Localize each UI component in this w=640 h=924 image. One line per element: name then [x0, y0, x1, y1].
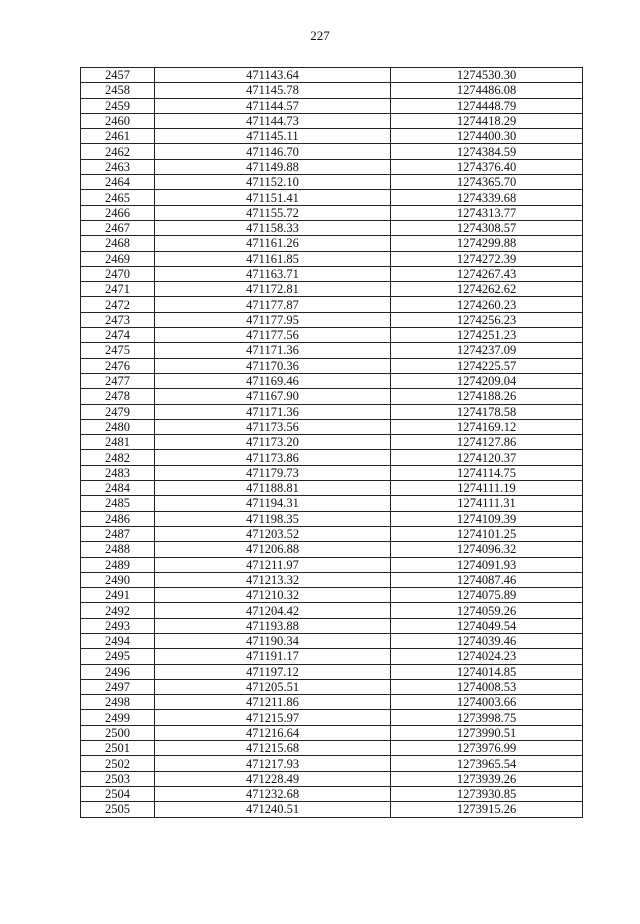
table-row	[81, 526, 583, 541]
y-coordinate-cell: 1273915.26	[391, 802, 583, 817]
point-id-cell: 2497	[81, 679, 155, 694]
table-row	[81, 542, 583, 557]
table-row	[81, 511, 583, 526]
x-coordinate-cell: 471161.26	[155, 236, 391, 251]
table-row	[81, 679, 583, 694]
point-id-cell: 2475	[81, 343, 155, 358]
point-id-cell: 2470	[81, 266, 155, 281]
table-row	[81, 236, 583, 251]
point-id-cell: 2466	[81, 205, 155, 220]
point-id-cell: 2504	[81, 786, 155, 801]
point-id-cell: 2460	[81, 113, 155, 128]
y-coordinate-cell: 1274120.37	[391, 450, 583, 465]
x-coordinate-cell: 471211.97	[155, 557, 391, 572]
x-coordinate-cell: 471198.35	[155, 511, 391, 526]
table-row	[81, 419, 583, 434]
y-coordinate-cell: 1273939.26	[391, 771, 583, 786]
table-row	[81, 633, 583, 648]
y-coordinate-cell: 1274256.23	[391, 312, 583, 327]
y-coordinate-cell: 1274127.86	[391, 435, 583, 450]
y-coordinate-cell: 1274096.32	[391, 542, 583, 557]
y-coordinate-cell: 1274049.54	[391, 618, 583, 633]
y-coordinate-cell: 1274225.57	[391, 358, 583, 373]
x-coordinate-cell: 471204.42	[155, 603, 391, 618]
x-coordinate-cell: 471188.81	[155, 481, 391, 496]
x-coordinate-cell: 471173.56	[155, 419, 391, 434]
table-row	[81, 588, 583, 603]
table-row	[81, 741, 583, 756]
y-coordinate-cell: 1274339.68	[391, 190, 583, 205]
table-row	[81, 557, 583, 572]
x-coordinate-cell: 471170.36	[155, 358, 391, 373]
point-id-cell: 2484	[81, 481, 155, 496]
x-coordinate-cell: 471149.88	[155, 159, 391, 174]
y-coordinate-cell: 1274059.26	[391, 603, 583, 618]
y-coordinate-cell: 1274178.58	[391, 404, 583, 419]
x-coordinate-cell: 471194.31	[155, 496, 391, 511]
point-id-cell: 2471	[81, 282, 155, 297]
table-row	[81, 312, 583, 327]
y-coordinate-cell: 1274313.77	[391, 205, 583, 220]
point-id-cell: 2489	[81, 557, 155, 572]
x-coordinate-cell: 471152.10	[155, 175, 391, 190]
x-coordinate-cell: 471171.36	[155, 404, 391, 419]
page-number: 227	[310, 28, 330, 43]
table-row	[81, 144, 583, 159]
table-row	[81, 649, 583, 664]
point-id-cell: 2459	[81, 98, 155, 113]
x-coordinate-cell: 471205.51	[155, 679, 391, 694]
point-id-cell: 2464	[81, 175, 155, 190]
y-coordinate-cell: 1274003.66	[391, 695, 583, 710]
point-id-cell: 2467	[81, 220, 155, 235]
table-row	[81, 190, 583, 205]
table-row	[81, 175, 583, 190]
table-row	[81, 450, 583, 465]
y-coordinate-cell: 1274014.85	[391, 664, 583, 679]
y-coordinate-cell: 1274262.62	[391, 282, 583, 297]
y-coordinate-cell: 1273965.54	[391, 756, 583, 771]
table-row	[81, 358, 583, 373]
y-coordinate-cell: 1274114.75	[391, 465, 583, 480]
table-row	[81, 220, 583, 235]
table-row	[81, 465, 583, 480]
x-coordinate-cell: 471172.81	[155, 282, 391, 297]
table-row	[81, 343, 583, 358]
y-coordinate-cell: 1274111.19	[391, 481, 583, 496]
table-row	[81, 404, 583, 419]
x-coordinate-cell: 471171.36	[155, 343, 391, 358]
point-id-cell: 2485	[81, 496, 155, 511]
y-coordinate-cell: 1274448.79	[391, 98, 583, 113]
point-id-cell: 2462	[81, 144, 155, 159]
point-id-cell: 2505	[81, 802, 155, 817]
x-coordinate-cell: 471145.11	[155, 129, 391, 144]
point-id-cell: 2502	[81, 756, 155, 771]
point-id-cell: 2479	[81, 404, 155, 419]
y-coordinate-cell: 1273976.99	[391, 741, 583, 756]
y-coordinate-cell: 1274169.12	[391, 419, 583, 434]
point-id-cell: 2465	[81, 190, 155, 205]
coordinates-table	[80, 67, 583, 818]
y-coordinate-cell: 1274251.23	[391, 328, 583, 343]
table-row	[81, 373, 583, 388]
table-row	[81, 435, 583, 450]
x-coordinate-cell: 471151.41	[155, 190, 391, 205]
x-coordinate-cell: 471228.49	[155, 771, 391, 786]
y-coordinate-cell: 1274267.43	[391, 266, 583, 281]
point-id-cell: 2503	[81, 771, 155, 786]
x-coordinate-cell: 471177.87	[155, 297, 391, 312]
point-id-cell: 2492	[81, 603, 155, 618]
table-row	[81, 496, 583, 511]
y-coordinate-cell: 1274087.46	[391, 572, 583, 587]
x-coordinate-cell: 471158.33	[155, 220, 391, 235]
x-coordinate-cell: 471213.32	[155, 572, 391, 587]
table-row	[81, 725, 583, 740]
table-row	[81, 710, 583, 725]
table-row	[81, 786, 583, 801]
table-row	[81, 328, 583, 343]
table-row	[81, 695, 583, 710]
point-id-cell: 2482	[81, 450, 155, 465]
x-coordinate-cell: 471144.57	[155, 98, 391, 113]
point-id-cell: 2468	[81, 236, 155, 251]
x-coordinate-cell: 471215.97	[155, 710, 391, 725]
point-id-cell: 2499	[81, 710, 155, 725]
y-coordinate-cell: 1274209.04	[391, 373, 583, 388]
point-id-cell: 2472	[81, 297, 155, 312]
point-id-cell: 2483	[81, 465, 155, 480]
y-coordinate-cell: 1274024.23	[391, 649, 583, 664]
table-row	[81, 389, 583, 404]
y-coordinate-cell: 1274365.70	[391, 175, 583, 190]
point-id-cell: 2461	[81, 129, 155, 144]
point-id-cell: 2501	[81, 741, 155, 756]
point-id-cell: 2457	[81, 68, 155, 83]
x-coordinate-cell: 471143.64	[155, 68, 391, 83]
table-row	[81, 618, 583, 633]
x-coordinate-cell: 471169.46	[155, 373, 391, 388]
point-id-cell: 2463	[81, 159, 155, 174]
point-id-cell: 2458	[81, 83, 155, 98]
point-id-cell: 2487	[81, 526, 155, 541]
point-id-cell: 2486	[81, 511, 155, 526]
x-coordinate-cell: 471211.86	[155, 695, 391, 710]
y-coordinate-cell: 1273998.75	[391, 710, 583, 725]
x-coordinate-cell: 471215.68	[155, 741, 391, 756]
table-row	[81, 98, 583, 113]
x-coordinate-cell: 471240.51	[155, 802, 391, 817]
point-id-cell: 2496	[81, 664, 155, 679]
table-row	[81, 282, 583, 297]
y-coordinate-cell: 1273930.85	[391, 786, 583, 801]
y-coordinate-cell: 1274486.08	[391, 83, 583, 98]
x-coordinate-cell: 471197.12	[155, 664, 391, 679]
y-coordinate-cell: 1274272.39	[391, 251, 583, 266]
point-id-cell: 2495	[81, 649, 155, 664]
point-id-cell: 2478	[81, 389, 155, 404]
x-coordinate-cell: 471193.88	[155, 618, 391, 633]
x-coordinate-cell: 471177.95	[155, 312, 391, 327]
table-row	[81, 83, 583, 98]
y-coordinate-cell: 1274091.93	[391, 557, 583, 572]
x-coordinate-cell: 471167.90	[155, 389, 391, 404]
x-coordinate-cell: 471203.52	[155, 526, 391, 541]
point-id-cell: 2477	[81, 373, 155, 388]
y-coordinate-cell: 1274101.25	[391, 526, 583, 541]
y-coordinate-cell: 1274299.88	[391, 236, 583, 251]
table-row	[81, 802, 583, 817]
x-coordinate-cell: 471190.34	[155, 633, 391, 648]
table-row	[81, 205, 583, 220]
point-id-cell: 2490	[81, 572, 155, 587]
point-id-cell: 2474	[81, 328, 155, 343]
table-row	[81, 113, 583, 128]
point-id-cell: 2491	[81, 588, 155, 603]
x-coordinate-cell: 471177.56	[155, 328, 391, 343]
y-coordinate-cell: 1274260.23	[391, 297, 583, 312]
x-coordinate-cell: 471179.73	[155, 465, 391, 480]
x-coordinate-cell: 471217.93	[155, 756, 391, 771]
x-coordinate-cell: 471161.85	[155, 251, 391, 266]
y-coordinate-cell: 1274418.29	[391, 113, 583, 128]
y-coordinate-cell: 1274530.30	[391, 68, 583, 83]
x-coordinate-cell: 471173.86	[155, 450, 391, 465]
y-coordinate-cell: 1274308.57	[391, 220, 583, 235]
point-id-cell: 2481	[81, 435, 155, 450]
point-id-cell: 2480	[81, 419, 155, 434]
x-coordinate-cell: 471173.20	[155, 435, 391, 450]
table-row	[81, 771, 583, 786]
x-coordinate-cell: 471146.70	[155, 144, 391, 159]
y-coordinate-cell: 1274188.26	[391, 389, 583, 404]
table-row	[81, 297, 583, 312]
table-row	[81, 129, 583, 144]
y-coordinate-cell: 1274376.40	[391, 159, 583, 174]
table-row	[81, 68, 583, 83]
y-coordinate-cell: 1274075.89	[391, 588, 583, 603]
point-id-cell: 2476	[81, 358, 155, 373]
y-coordinate-cell: 1274237.09	[391, 343, 583, 358]
point-id-cell: 2469	[81, 251, 155, 266]
table-row	[81, 159, 583, 174]
x-coordinate-cell: 471216.64	[155, 725, 391, 740]
y-coordinate-cell: 1274039.46	[391, 633, 583, 648]
x-coordinate-cell: 471210.32	[155, 588, 391, 603]
table-row	[81, 251, 583, 266]
table-row	[81, 572, 583, 587]
point-id-cell: 2493	[81, 618, 155, 633]
table-row	[81, 481, 583, 496]
x-coordinate-cell: 471163.71	[155, 266, 391, 281]
y-coordinate-cell: 1274008.53	[391, 679, 583, 694]
y-coordinate-cell: 1274400.30	[391, 129, 583, 144]
x-coordinate-cell: 471206.88	[155, 542, 391, 557]
y-coordinate-cell: 1273990.51	[391, 725, 583, 740]
coordinates-table-body	[81, 68, 583, 818]
y-coordinate-cell: 1274109.39	[391, 511, 583, 526]
x-coordinate-cell: 471155.72	[155, 205, 391, 220]
point-id-cell: 2473	[81, 312, 155, 327]
x-coordinate-cell: 471191.17	[155, 649, 391, 664]
table-row	[81, 664, 583, 679]
point-id-cell: 2498	[81, 695, 155, 710]
point-id-cell: 2494	[81, 633, 155, 648]
table-row	[81, 756, 583, 771]
x-coordinate-cell: 471144.73	[155, 113, 391, 128]
table-row	[81, 603, 583, 618]
y-coordinate-cell: 1274111.31	[391, 496, 583, 511]
point-id-cell: 2488	[81, 542, 155, 557]
x-coordinate-cell: 471232.68	[155, 786, 391, 801]
x-coordinate-cell: 471145.78	[155, 83, 391, 98]
table-row	[81, 266, 583, 281]
y-coordinate-cell: 1274384.59	[391, 144, 583, 159]
point-id-cell: 2500	[81, 725, 155, 740]
